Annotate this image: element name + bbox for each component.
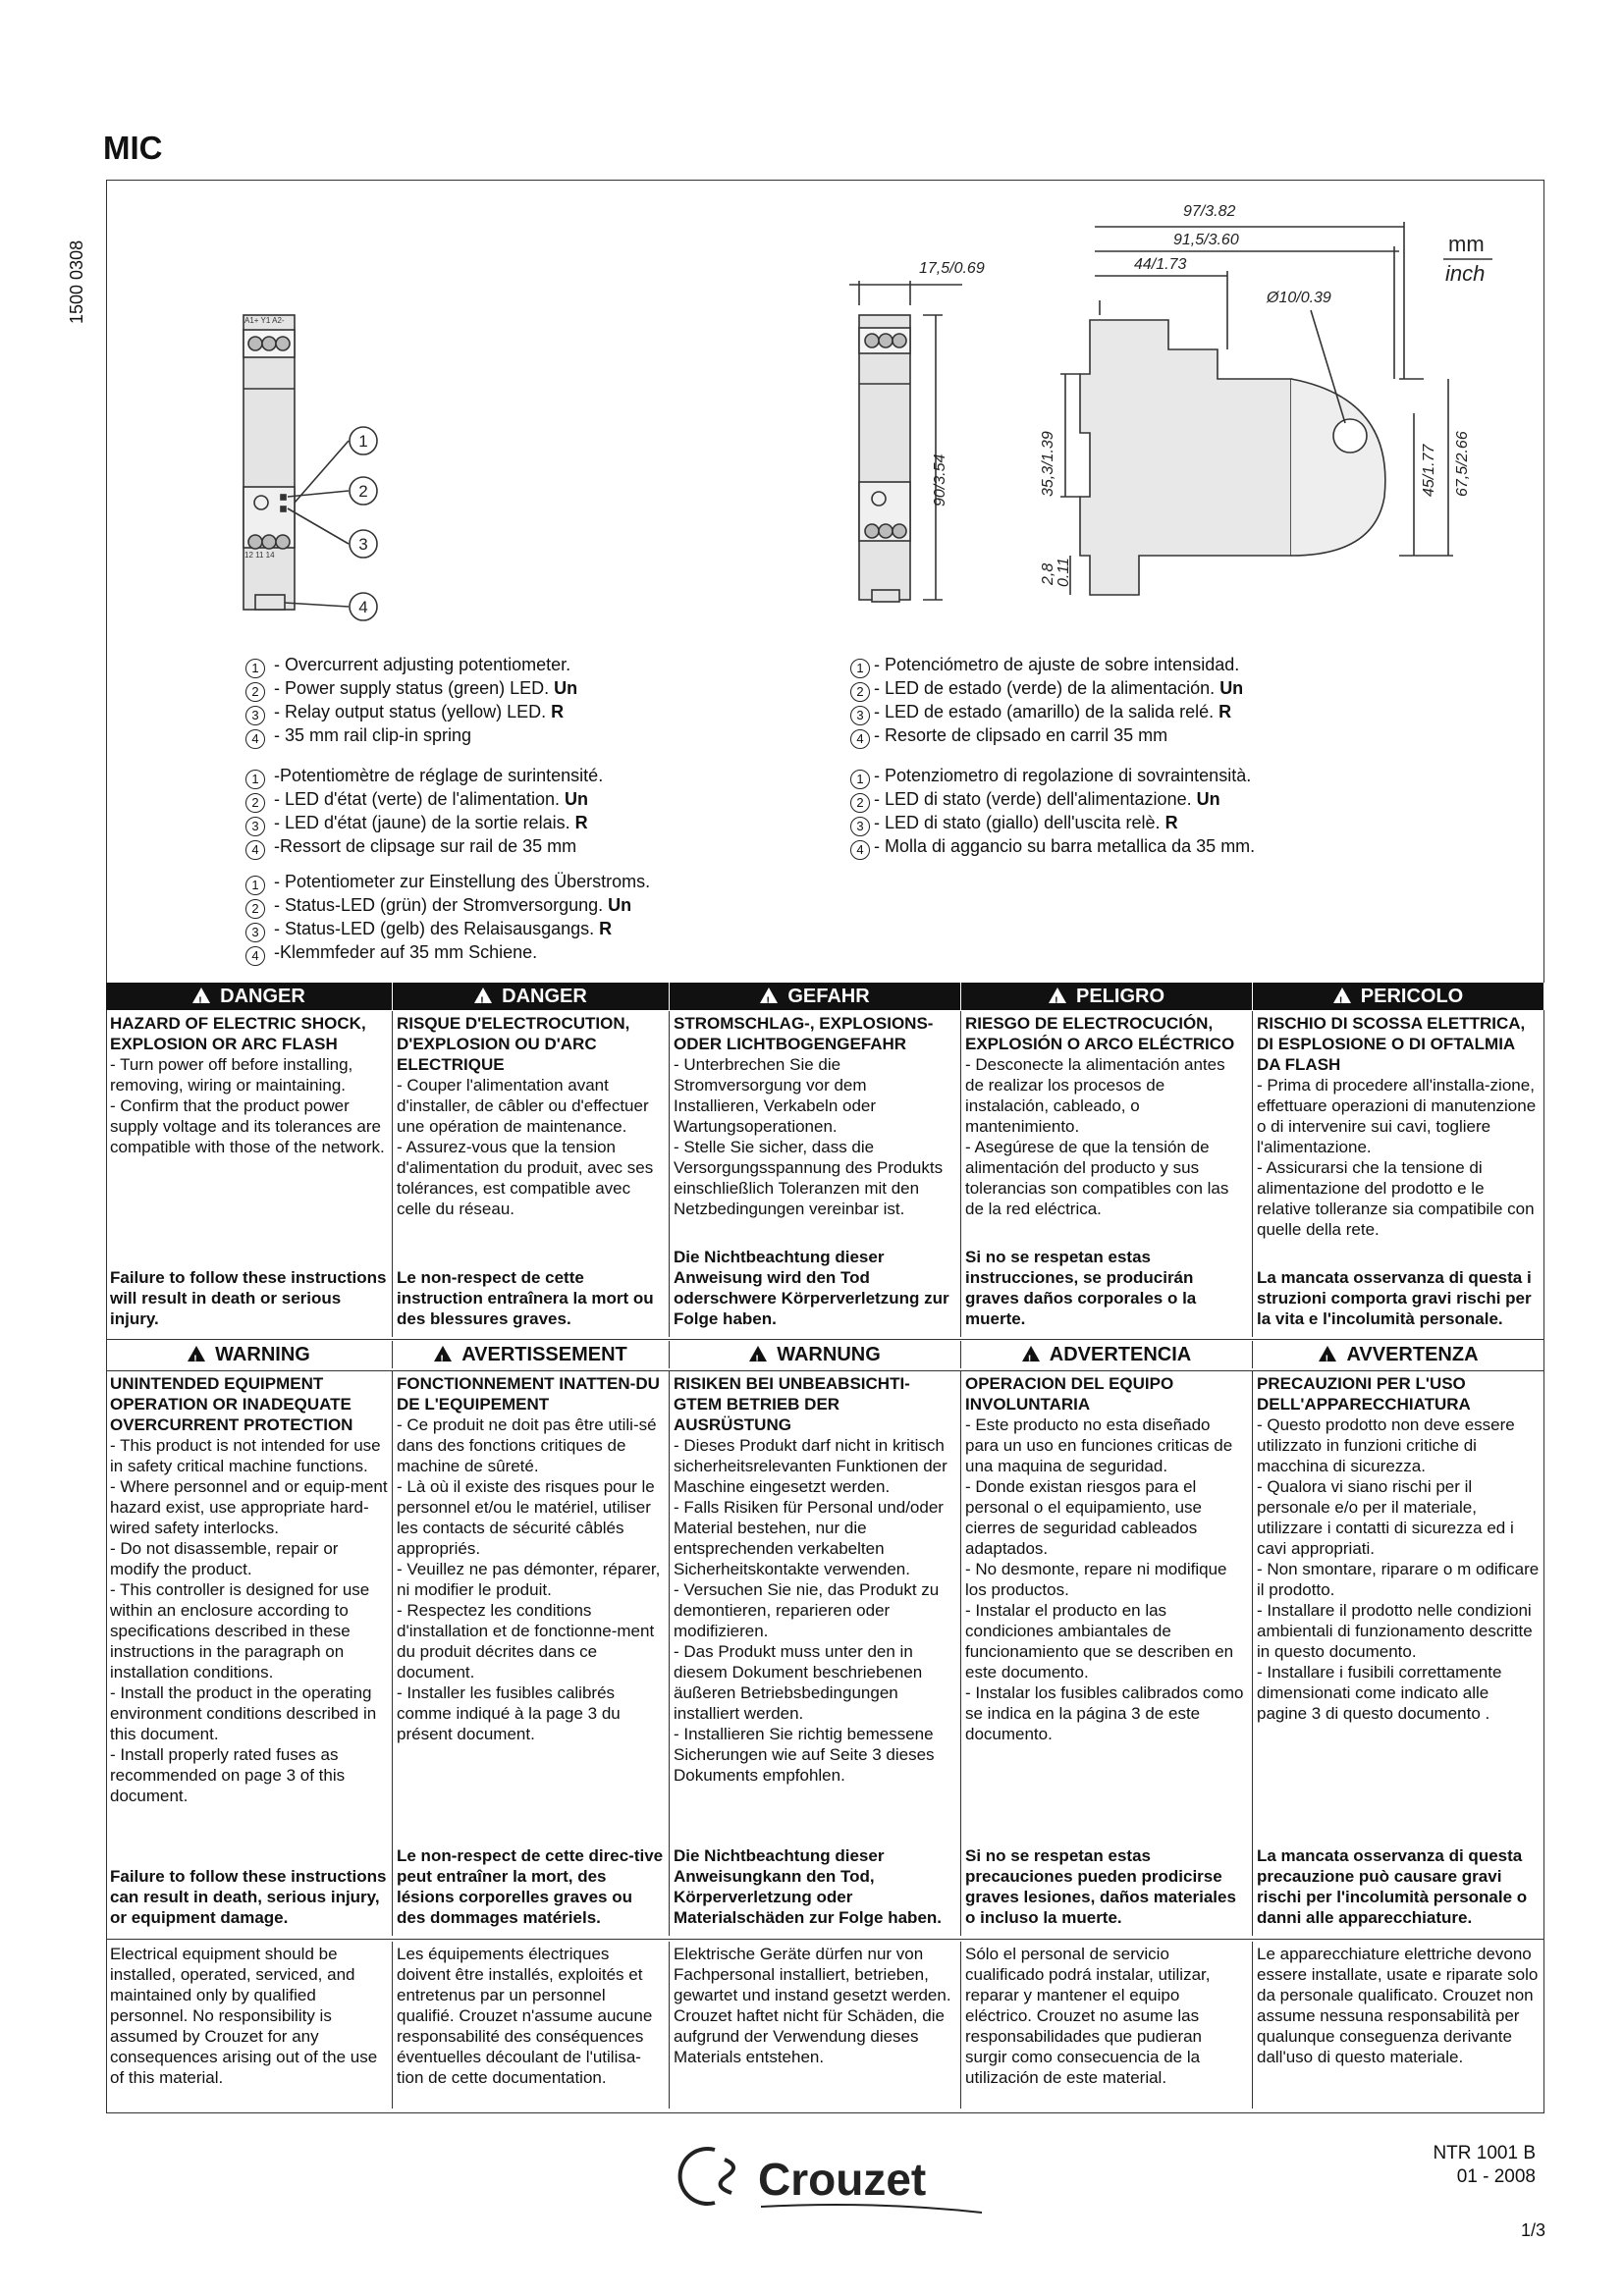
callout-1: 1 (358, 432, 368, 451)
danger-header-label: PERICOLO (1360, 986, 1464, 1007)
warning-header-row (106, 1341, 1544, 1368)
warning-instruction: - Installieren Sie richtig bemessene Sicherungen wie auf Seite 3 dieses Dokuments empfohlen. (674, 1725, 935, 1785)
warning-triangle-icon (1022, 1346, 1040, 1362)
legend-item (245, 725, 577, 749)
warning-title: FONCTIONNEMENT INATTEN-DU DE L'EQUIPEMENT (397, 1374, 660, 1414)
callout-number: 1 (245, 770, 265, 789)
warning-header-cell (393, 1341, 670, 1368)
legend-text: - Potenciómetro de ajuste de sobre intensidad. (874, 655, 1240, 674)
warning-instruction: - Ce produit ne doit pas être utili-sé dans des fonctions critiques de machine de sûreté. (397, 1415, 657, 1475)
warning-title: UNINTENDED EQUIPMENT OPERATION OR INADEQUATE OVERCURRENT PROTECTION (110, 1374, 353, 1434)
spacer (965, 1744, 1248, 1845)
spacer (965, 1219, 1248, 1247)
legend-item (850, 813, 1255, 836)
callout-number: 2 (245, 793, 265, 813)
dim-90: 90/3.54 (932, 454, 948, 507)
spacer (1257, 1724, 1541, 1845)
callout-number: 4 (850, 729, 870, 749)
callout-number: 1 (245, 659, 265, 678)
disclaimer-note: Les équipements électriques doivent être installés, exploités et entretenus par un personnel qualifié. Crouzet n'assume aucune responsabilité des conséquences éventuelles découlant de l'utilisa-tion de cette documentation. (393, 1942, 670, 2109)
warning-triangle-icon (188, 1346, 205, 1362)
dim-45: 45/1.77 (1421, 444, 1437, 497)
legend-item (850, 725, 1243, 749)
warning-triangle-icon (760, 988, 778, 1003)
callout-number: 3 (245, 923, 265, 942)
danger-instruction: - Stelle Sie sicher, dass die Versorgungsspannung des Produkts einschließlich Toleranzen mit den Netzbedingungen vereinbar ist. (674, 1138, 944, 1218)
warning-instruction: - Installare i fusibili correttamente dimensionati come indicato alle pagine 3 di questo documento . (1257, 1663, 1502, 1723)
warning-triangle-icon (474, 988, 492, 1003)
warning-instruction: - Do not disassemble, repair or modify the product. (110, 1539, 339, 1578)
callout-4: 4 (358, 598, 368, 616)
device-side-view (849, 281, 962, 602)
danger-header-cell (961, 983, 1253, 1010)
callout-number: 2 (245, 682, 265, 702)
warning-instruction: - This product is not intended for use in safety critical machine functions. (110, 1436, 381, 1475)
warning-header-cell (670, 1341, 961, 1368)
legend-item (850, 836, 1255, 860)
warning-instruction: - Versuchen Sie nie, das Produkt zu demontieren, reparieren oder modifizieren. (674, 1580, 940, 1640)
dim-2-8: 2,8 (1040, 562, 1056, 585)
legend-text: - LED di stato (giallo) dell'uscita relè. (874, 813, 1165, 832)
spacer (1257, 1240, 1541, 1267)
warning-header-label: AVERTISSEMENT (461, 1344, 627, 1365)
warning-consequence: Si no se respetan estas precauciones pueden prodicirse graves lesiones, daños materiales o incluso la muerte. (965, 1846, 1236, 1927)
warning-title: RISIKEN BEI UNBEABSICHTI-GTEM BETRIEB DER AUSRÜSTUNG (674, 1374, 910, 1434)
warning-column (393, 1371, 670, 1936)
danger-instruction: - Turn power off before installing, removing, wiring or maintaining. (110, 1055, 353, 1095)
device-profile-view (1060, 222, 1453, 595)
callout-number: 1 (245, 876, 265, 895)
spacer (674, 1219, 956, 1247)
warning-instruction: - Donde existan riesgos para el personal o el equipamiento, use cierres de seguridad cableados adaptados. (965, 1477, 1202, 1558)
warning-consequence: La mancata osservanza di questa precauzione può causare gravi rischi per l'incolumità personale o danni alle apparecchiature. (1257, 1846, 1528, 1927)
danger-instruction: - Couper l'alimentation avant d'installer, de câbler ou d'effectuer une opération de maintenance. (397, 1076, 649, 1136)
danger-instruction: - Prima di procedere all'installa-zione, effettuare operazioni di manutenzione o di intervenire sui cavi, togliere l'alimentazione. (1257, 1076, 1537, 1156)
danger-instruction: - Asegúrese de que la tensión de alimentación del producto y sus tolerancias son compatibles con las de la red eléctrica. (965, 1138, 1229, 1218)
danger-header-cell (106, 983, 393, 1010)
legend-text: - LED de estado (verde) de la alimentación. (874, 678, 1220, 698)
callout-number: 3 (850, 706, 870, 725)
legend-item (245, 789, 603, 813)
callout-number: 3 (245, 706, 265, 725)
warning-instruction: - Là où il existe des risques pour le personnel et/ou le matériel, utiliser les contacts de sécurité câblés appropriés. (397, 1477, 655, 1558)
dim-44: 44/1.73 (1134, 256, 1187, 273)
unit-inch: inch (1445, 261, 1486, 286)
spacer (110, 1806, 388, 1866)
warning-column (961, 1371, 1253, 1936)
callout-number: 4 (245, 946, 265, 966)
legend-item (245, 766, 603, 789)
warning-column (106, 1371, 393, 1936)
warning-triangle-icon (1333, 988, 1351, 1003)
warning-section (106, 1371, 1544, 1936)
callout-number: 4 (245, 840, 265, 860)
dim-97: 97/3.82 (1183, 203, 1236, 220)
danger-consequence: Failure to follow these instructions will result in death or serious injury. (110, 1268, 387, 1328)
spacer (397, 1219, 665, 1267)
legend-item (850, 655, 1243, 678)
callout-2: 2 (358, 482, 368, 501)
warning-triangle-icon (1319, 1346, 1336, 1362)
danger-column (106, 1011, 393, 1337)
callout-number: 2 (245, 899, 265, 919)
legend-code: Un (565, 789, 589, 809)
spacer (674, 1786, 956, 1845)
danger-column (961, 1011, 1253, 1337)
warning-header-cell (106, 1341, 393, 1368)
warning-instruction: - Install the product in the operating environment conditions described in this document. (110, 1683, 377, 1743)
warning-instruction: - Este producto no esta diseñado para un uso en funciones criticas de una maquina de seguridad. (965, 1415, 1233, 1475)
legend-item (245, 942, 650, 966)
danger-instruction: - Desconecte la alimentación antes de realizar los procesos de instalación, cableado, o mantenimiento. (965, 1055, 1225, 1136)
danger-title: RIESGO DE ELECTROCUCIÓN, EXPLOSIÓN O ARCO ELÉCTRICO (965, 1014, 1235, 1053)
warning-instruction: - Installare il prodotto nelle condizioni ambientali di funzionamento descritte in questo documento. (1257, 1601, 1533, 1661)
danger-header-label: DANGER (220, 986, 305, 1007)
legend-item (245, 836, 603, 860)
warning-triangle-icon (434, 1346, 452, 1362)
disclaimer-note: Sólo el personal de servicio cualificado podrá instalar, utilizar, reparar y mantener el equipo eléctrico. Crouzet no asume las responsabilidades que pudieran surgir como consecuencia de la utilización de este material. (961, 1942, 1253, 2109)
danger-title: RISCHIO DI SCOSSA ELETTRICA, DI ESPLOSIONE O DI OFTALMIA DA FLASH (1257, 1014, 1526, 1074)
warning-consequence: Die Nichtbeachtung dieser Anweisungkann den Tod, Körperverletzung oder Materialschäden zur Folge haben. (674, 1846, 943, 1927)
legend-text: - LED de estado (amarillo) de la salida relé. (874, 702, 1219, 721)
warning-instruction: - Installer les fusibles calibrés comme indiqué à la page 3 du présent document. (397, 1683, 621, 1743)
callout-circles (350, 427, 377, 620)
legend-text: - Potenziometro di regolazione di sovraintensità. (874, 766, 1252, 785)
legend-code: R (1218, 702, 1232, 721)
danger-instruction: - Assurez-vous que la tension d'alimentation du produit, avec ses tolérances, est compatible avec celle du réseau. (397, 1138, 654, 1218)
danger-title: STROMSCHLAG-, EXPLOSIONS-ODER LICHTBOGENGEFAHR (674, 1014, 934, 1053)
legend-italian (850, 766, 1255, 860)
danger-instruction: - Confirm that the product power supply voltage and its tolerances are compatible with those of the network. (110, 1096, 385, 1156)
brand-name: Crouzet (758, 2154, 927, 2205)
legend-text: - LED di stato (verde) dell'alimentazione. (874, 789, 1197, 809)
legend-text: - 35 mm rail clip-in spring (269, 725, 472, 745)
legend-code: R (599, 919, 613, 938)
unit-mm: mm (1448, 232, 1485, 256)
warning-column (670, 1371, 961, 1936)
callout-3: 3 (358, 535, 368, 554)
legend-french (245, 766, 603, 860)
legend-text: - Molla di aggancio su barra metallica da 35 mm. (874, 836, 1256, 856)
legend-text: -Potentiomètre de réglage de surintensité. (269, 766, 604, 785)
danger-header-label: DANGER (502, 986, 587, 1007)
callout-number: 2 (850, 682, 870, 702)
warning-instruction: - Qualora vi siano rischi per il personale e/o per il materiale, utilizzare i contatti di sicurezza ed i cavi appropriati. (1257, 1477, 1514, 1558)
page-number: 1/3 (1520, 2220, 1545, 2240)
legend-item (245, 813, 603, 836)
warning-instruction: - Dieses Produkt darf nicht in kritisch sicherheitsrelevanten Funktionen der Maschine eingesetzt werden. (674, 1436, 947, 1496)
danger-column (670, 1011, 961, 1337)
divider (106, 1939, 1544, 1940)
warning-header-label: ADVERTENCIA (1049, 1344, 1192, 1365)
terminal-label-bottom: 12 11 14 (244, 551, 275, 560)
danger-header-cell (1253, 983, 1544, 1010)
legend-code: R (574, 813, 588, 832)
legend-item (850, 789, 1255, 813)
legend-item (245, 919, 650, 942)
legend-text: - LED d'état (jaune) de la sortie relais. (269, 813, 575, 832)
legend-code: Un (1219, 678, 1244, 698)
legend-text: - Status-LED (grün) der Stromversorgung. (269, 895, 609, 915)
callout-number: 3 (245, 817, 265, 836)
warning-consequence: Failure to follow these instructions can result in death, serious injury, or equipment damage. (110, 1867, 387, 1927)
warning-header-label: WARNING (215, 1344, 310, 1365)
terminal-label-top: A1+ Y1 A2- (244, 316, 285, 325)
side-code: 1500 0308 (67, 240, 86, 324)
doc-date: 01 - 2008 (1456, 2166, 1536, 2187)
warning-header-label: AVVERTENZA (1346, 1344, 1479, 1365)
callout-number: 4 (850, 840, 870, 860)
danger-header-label: GEFAHR (787, 986, 870, 1007)
legend-text: - Status-LED (gelb) des Relaisausgangs. (269, 919, 600, 938)
legend-spanish (850, 655, 1243, 749)
danger-consequence: Si no se respetan estas instrucciones, se producirán graves daños corporales o la muerte. (965, 1248, 1197, 1328)
legend-text: -Ressort de clipsage sur rail de 35 mm (269, 836, 577, 856)
callout-number: 4 (245, 729, 265, 749)
crouzet-logo (668, 2132, 992, 2220)
disclaimer-note: Le apparecchiature elettriche devono essere installate, usate e riparate solo da personale qualificato. Crouzet non assume nessuna responsabilità per qualunque conseguenza derivante dall'uso di questo materiale. (1257, 1945, 1539, 2066)
danger-consequence: La mancata osservanza di questa i struzioni comporta gravi rischi per la vita e l'incolumità personale. (1257, 1268, 1532, 1328)
legend-english (245, 655, 577, 749)
dim-diam-10: Ø10/0.39 (1267, 290, 1331, 306)
warning-instruction: - Instalar el producto en las condiciones ambiantales de funcionamiento que se describen en este documento. (965, 1601, 1234, 1682)
legend-item (850, 702, 1243, 725)
dim-0-11: 0.11 (1056, 558, 1072, 587)
dim-67-5: 67,5/2.66 (1454, 431, 1471, 497)
device-front-view (244, 315, 349, 610)
disclaimer-note: Elektrische Geräte dürfen nur von Fachpersonal installiert, betrieben, gewartet und instand gesetzt werden. Crouzet haftet nicht für Schäden, die aufgrund der Verwendung dieses Materials entstehen. (670, 1942, 961, 2109)
warning-instruction: - No desmonte, repare ni modifique los productos. (965, 1560, 1227, 1599)
legend-text: - Power supply status (green) LED. (269, 678, 555, 698)
danger-header-row (106, 983, 1544, 1010)
warning-instruction: - Where personnel and or equip-ment hazard exist, use appropriate hard-wired safety interlocks. (110, 1477, 388, 1537)
warning-header-cell (1253, 1341, 1544, 1368)
danger-instruction: - Assicurarsi che la tensione di alimentazione del prodotto e le relative tolleranze sia compatibile con quelle della rete. (1257, 1158, 1535, 1239)
warning-triangle-icon (192, 988, 210, 1003)
disclaimer-note: Electrical equipment should be installed, operated, serviced, and maintained only by qualified personnel. No responsibility is assumed by Crouzet for any consequences arising out of the use of this material. (106, 1942, 393, 2109)
danger-section (106, 1011, 1544, 1337)
warning-instruction: - Non smontare, riparare o m odificare il prodotto. (1257, 1560, 1540, 1599)
legend-code: Un (608, 895, 632, 915)
notes-section (106, 1942, 1544, 2109)
warning-instruction: - Respectez les conditions d'installation et de fonctionne-ment du produit décrites dans ce document. (397, 1601, 655, 1682)
danger-consequence: Die Nichtbeachtung dieser Anweisung wird den Tod oderschwere Körperverletzung zur Folge haben. (674, 1248, 949, 1328)
callout-number: 3 (850, 817, 870, 836)
legend-text: - LED d'état (verte) de l'alimentation. (269, 789, 566, 809)
doc-ref: NTR 1001 B (1433, 2143, 1536, 2163)
warning-triangle-icon (749, 1346, 767, 1362)
danger-title: HAZARD OF ELECTRIC SHOCK, EXPLOSION OR ARC FLASH (110, 1014, 366, 1053)
legend-text: - Overcurrent adjusting potentiometer. (269, 655, 571, 674)
legend-item (850, 766, 1255, 789)
warning-triangle-icon (1049, 988, 1066, 1003)
danger-column (393, 1011, 670, 1337)
legend-text: - Resorte de clipsado en carril 35 mm (874, 725, 1168, 745)
dim-35-3: 35,3/1.39 (1040, 431, 1056, 497)
legend-text: -Klemmfeder auf 35 mm Schiene. (269, 942, 538, 962)
legend-item (245, 872, 650, 895)
legend-item (245, 678, 577, 702)
warning-instruction: - Veuillez ne pas démonter, réparer, ni modifier le produit. (397, 1560, 661, 1599)
legend-code: R (1164, 813, 1178, 832)
technical-drawings (108, 183, 1542, 634)
danger-consequence: Le non-respect de cette instruction entraînera la mort ou des blessures graves. (397, 1268, 654, 1328)
divider (106, 1339, 1544, 1340)
warning-consequence: Le non-respect de cette direc-tive peut entraîner la mort, des lésions corporelles graves ou des dommages matériels. (397, 1846, 664, 1927)
warning-instruction: - Das Produkt muss unter den in diesem Dokument beschriebenen äußeren Betriebsbedingungen installiert werden. (674, 1642, 923, 1723)
legend-text: - Potentiometer zur Einstellung des Überstroms. (269, 872, 651, 891)
danger-column (1253, 1011, 1544, 1337)
callout-number: 2 (850, 793, 870, 813)
danger-header-label: PELIGRO (1075, 986, 1164, 1007)
legend-item (245, 702, 577, 725)
warning-instruction: - This controller is designed for use within an enclosure according to specifications described in these instructions in the paragraph on installation conditions. (110, 1580, 370, 1682)
dim-17-5: 17,5/0.69 (919, 260, 985, 277)
legend-item (850, 678, 1243, 702)
callout-number: 1 (850, 770, 870, 789)
spacer (110, 1157, 388, 1267)
doc-title: MIC (103, 130, 163, 166)
legend-german (245, 872, 650, 966)
legend-code: Un (1196, 789, 1220, 809)
danger-header-cell (670, 983, 961, 1010)
warning-instruction: - Install properly rated fuses as recommended on page 3 of this document. (110, 1745, 346, 1805)
danger-title: RISQUE D'ELECTROCUTION, D'EXPLOSION OU D'ARC ELECTRIQUE (397, 1014, 630, 1074)
warning-column (1253, 1371, 1544, 1936)
warning-title: OPERACION DEL EQUIPO INVOLUNTARIA (965, 1374, 1174, 1414)
legend-code: Un (554, 678, 578, 698)
warning-header-cell (961, 1341, 1253, 1368)
legend-item (245, 655, 577, 678)
legend-code: R (551, 702, 565, 721)
legend-item (245, 895, 650, 919)
warning-instruction: - Questo prodotto non deve essere utilizzato in funzioni critiche di macchina di sicurezza. (1257, 1415, 1515, 1475)
legend-text: - Relay output status (yellow) LED. (269, 702, 552, 721)
spacer (397, 1744, 665, 1845)
warning-title: PRECAUZIONI PER L'USO DELL'APPARECCHIATURA (1257, 1374, 1471, 1414)
danger-instruction: - Unterbrechen Sie die Stromversorgung vor dem Installieren, Verkabeln oder Wartungsoperationen. (674, 1055, 877, 1136)
warning-instruction: - Instalar los fusibles calibrados como se indica en la página 3 de este documento. (965, 1683, 1244, 1743)
callout-number: 1 (850, 659, 870, 678)
dim-91-5: 91,5/3.60 (1173, 232, 1239, 248)
warning-instruction: - Falls Risiken für Personal und/oder Material bestehen, nur die entsprechenden verkabelten Sicherheitskontakte verwenden. (674, 1498, 944, 1578)
footer-reference (1433, 2142, 1536, 2189)
warning-header-label: WARNUNG (777, 1344, 881, 1365)
danger-header-cell (393, 983, 670, 1010)
